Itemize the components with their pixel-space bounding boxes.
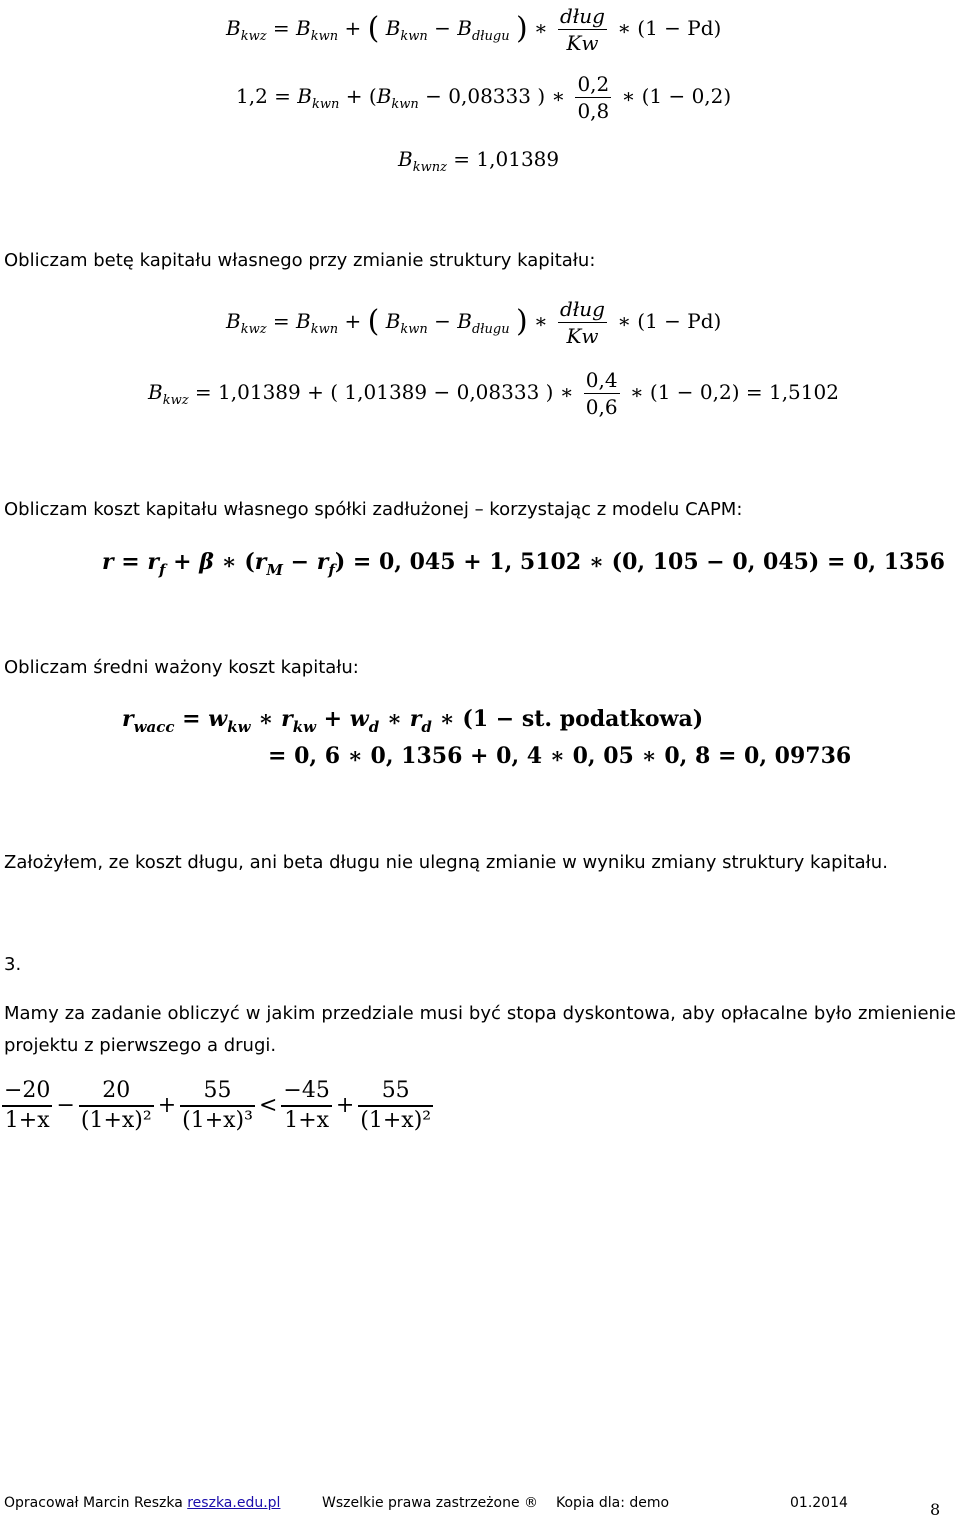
inequality-npv: $\frac{-20}{1+x}$ − $\frac{20}{\text{(1+x)²}}$ + $\frac{55}{\text{(1+x)³}}$ < $\frac{-45}{1+x}$ + $\frac{55}{\text{(1+x)²}}$ (4, 1078, 432, 1133)
equation-substitution: $1,2 = B_{kwn} + (B_{kwn} - 0,08333$ ) ∗ $\frac{0,2}{0,8}$ ∗ (1 − 0,2) (236, 72, 732, 123)
footer-author: Opracował Marcin Reszka reszka.edu.pl (4, 1495, 281, 1511)
footer-copy: Kopia dla: demo (556, 1495, 670, 1511)
paragraph-wacc: Obliczam średni ważony koszt kapitału: (4, 657, 359, 678)
footer-link[interactable]: reszka.edu.pl (187, 1495, 281, 1511)
footer-rights: Wszelkie prawa zastrzeżone ® (322, 1495, 539, 1511)
equation-wacc-result: = 0, 6 ∗ 0, 1356 + 0, 4 ∗ 0, 05 ∗ 0, 8 = 0, 09736 (268, 743, 852, 769)
paragraph-assumption: Założyłem, ze koszt długu, ani beta długu nie ulegną zmianie w wyniku zmiany struktury kapitału. (4, 852, 888, 873)
paragraph-task: Mamy za zadanie obliczyć w jakim przedziale musi być stopa dyskontowa, aby opłacalne było zmienienie projektu z pierwszego a drugi. (4, 1003, 956, 1056)
equation-result-beta: $B_{kwnz} = 1,01389$ (398, 147, 560, 175)
equation-beta-formula: $B_{kwz} = B_{kwn}$ + ( $B_{kwn} - B_{długu}$ ) ∗ $\frac{\text{dług}}{Kw}$ ∗ (1 − Pd) (226, 4, 722, 55)
equation-beta-calculation: $B_{kwz} = 1,01389$ + ( 1,01389 − 0,08333 ) ∗ $\frac{0,4}{0,6}$ ∗ (1 − 0,2) = 1,5102 (148, 368, 839, 419)
section-number: 3. (4, 954, 22, 975)
paragraph-beta-change: Obliczam betę kapitału własnego przy zmianie struktury kapitału: (4, 250, 596, 271)
equation-capm: $r = r_f + \beta$ ∗ $(r_M - r_f) = 0$, 045 + 1, 5102 ∗ (0, 105 − 0, 045) = 0, 1356 (102, 549, 945, 579)
paragraph-capm: Obliczam koszt kapitału własnego spółki zadłużonej – korzystając z modelu CAPM: (4, 499, 743, 520)
equation-beta-formula-2: $B_{kwz} = B_{kwn}$ + ( $B_{kwn} - B_{długu}$ ) ∗ $\frac{\text{dług}}{Kw}$ ∗ (1 − Pd) (226, 297, 722, 348)
equation-wacc-formula: $r_{wacc} = w_{kw}$ ∗ $r_{kw} + w_d$ ∗ $r_d$ ∗ (1 − st. podatkowa) (122, 706, 704, 736)
page-number: 8 (930, 1500, 941, 1519)
footer-date: 01.2014 (790, 1495, 848, 1511)
